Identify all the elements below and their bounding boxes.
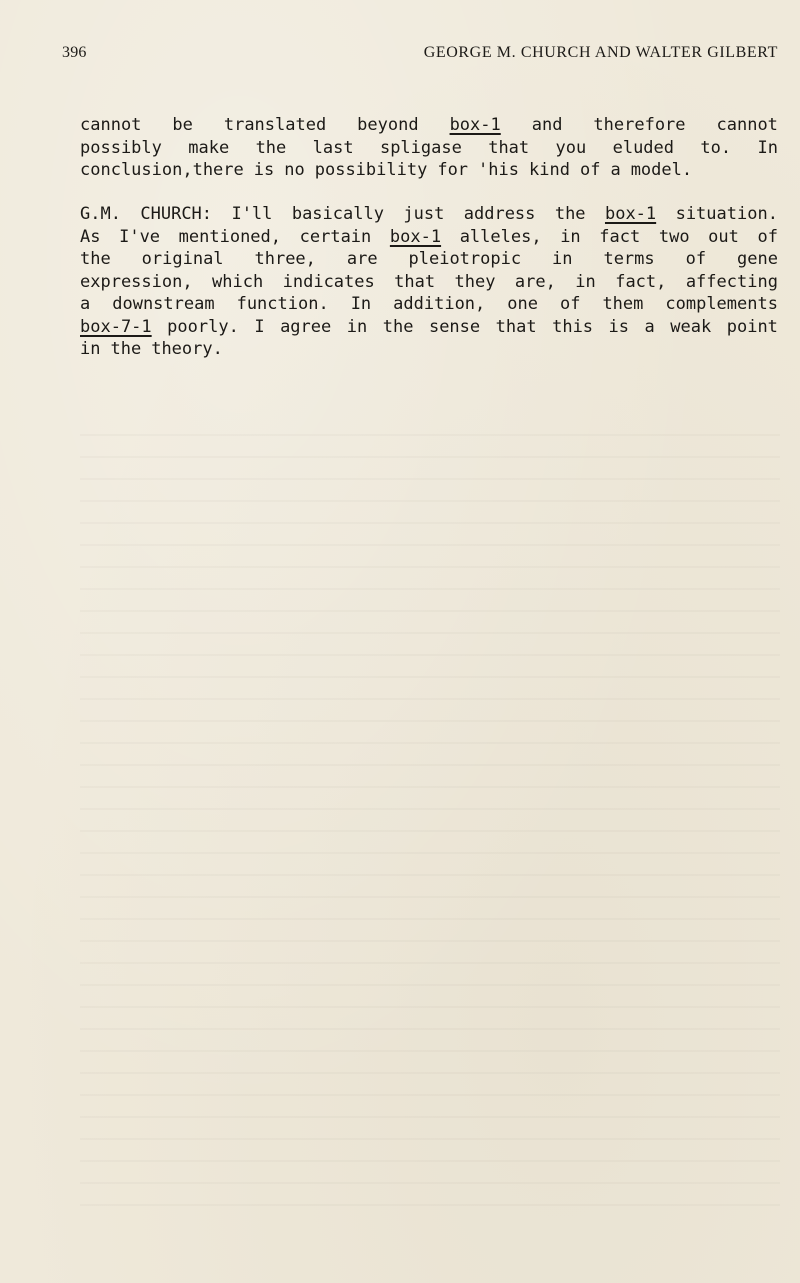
word: In — [350, 294, 372, 314]
text-line — [80, 203, 778, 226]
word: are — [346, 249, 378, 269]
word: no — [284, 160, 305, 180]
word: beyond — [357, 115, 419, 135]
word: theory. — [151, 339, 223, 359]
word: indicates — [282, 271, 375, 292]
word: last — [312, 137, 354, 158]
word: in — [575, 271, 596, 292]
word: weak — [670, 316, 712, 337]
word: two — [658, 226, 690, 247]
word: In — [757, 137, 778, 158]
word: of — [757, 226, 778, 247]
word: mentioned, — [178, 226, 282, 247]
text-line — [80, 159, 778, 182]
word: a — [80, 294, 91, 314]
word: situation. — [675, 204, 778, 224]
word: that — [394, 271, 436, 292]
word: model. — [630, 160, 693, 180]
word: to. — [700, 137, 732, 158]
word: and — [531, 115, 563, 135]
paragraph-1 — [80, 114, 778, 182]
word: in — [560, 226, 581, 247]
word: them — [602, 294, 644, 314]
word: a — [610, 160, 621, 180]
word: in — [346, 316, 368, 337]
word: sense — [428, 316, 481, 337]
word: you — [555, 137, 587, 158]
paragraph-2 — [80, 203, 778, 361]
word: agree — [280, 316, 332, 337]
word: complements — [665, 294, 778, 314]
word: one — [507, 294, 538, 314]
word: kind — [529, 160, 570, 180]
show-through-texture — [80, 420, 780, 1220]
text-line — [80, 114, 778, 137]
word: which — [212, 271, 264, 292]
gene-name-underlined: box-7-1 — [80, 316, 152, 337]
running-head — [62, 44, 778, 66]
word: original — [141, 249, 224, 269]
word: this — [552, 316, 594, 337]
word: of — [559, 294, 581, 314]
word: poorly. — [167, 316, 239, 337]
word: of — [685, 249, 707, 269]
word: spligase — [379, 137, 462, 158]
word: cannot — [716, 115, 778, 135]
word: a — [644, 316, 655, 337]
word: alleles, — [459, 226, 542, 247]
word: I'll — [231, 204, 273, 224]
word: the — [110, 339, 142, 359]
word: are, — [514, 271, 556, 292]
word: terms — [603, 249, 655, 269]
word: in — [552, 249, 573, 269]
word: therefore — [593, 115, 686, 135]
word: I — [254, 316, 265, 337]
word: of — [579, 160, 601, 180]
word: cannot — [80, 115, 142, 135]
word: the — [382, 316, 414, 337]
text-line — [80, 226, 778, 249]
word: just — [403, 204, 445, 224]
word: is — [608, 316, 630, 337]
running-title: GEORGE M. CHURCH AND WALTER GILBERT — [423, 44, 778, 61]
word: they — [454, 271, 496, 292]
word: the — [80, 249, 111, 269]
text-line — [80, 293, 778, 316]
page-number: 396 — [62, 44, 87, 61]
word: I've — [119, 226, 161, 247]
word: function. — [236, 294, 329, 314]
text-line — [80, 248, 778, 271]
word: the — [554, 204, 586, 224]
word: addition, — [393, 294, 486, 314]
word: certain — [299, 226, 372, 247]
word: fact — [599, 226, 641, 247]
word: point — [726, 316, 778, 337]
word: possibly — [80, 137, 162, 158]
gene-name-underlined: box-1 — [389, 226, 442, 247]
gene-name-underlined: box-1 — [604, 204, 657, 224]
word: eluded — [612, 137, 675, 158]
word: affecting — [685, 271, 778, 292]
word: for — [437, 160, 469, 180]
text-line — [80, 137, 778, 160]
word: conclusion,there — [80, 160, 244, 180]
word: be — [172, 115, 193, 135]
word: the — [255, 137, 287, 158]
word: gene — [737, 249, 778, 269]
word: translated — [223, 115, 327, 135]
word: out — [708, 226, 739, 247]
word: basically — [291, 204, 384, 224]
word: downstream — [112, 294, 215, 314]
word: expression, — [80, 271, 193, 292]
word: pleiotropic — [408, 249, 522, 269]
word: three, — [254, 249, 316, 269]
text-line — [80, 271, 778, 294]
word: As — [80, 226, 101, 247]
word: possibility — [314, 160, 428, 180]
word: fact, — [615, 271, 667, 292]
speaker-name: G.M. — [80, 204, 121, 224]
gene-name-underlined: box-1 — [449, 115, 501, 135]
speaker-name: CHURCH: — [140, 204, 213, 224]
word: that — [488, 137, 530, 158]
word: in — [80, 339, 101, 359]
word: address — [463, 204, 536, 224]
word: 'his — [478, 160, 519, 180]
word: is — [253, 160, 275, 180]
text-line — [80, 338, 778, 361]
text-line — [80, 316, 778, 339]
word: that — [495, 316, 537, 337]
word: make — [188, 137, 230, 158]
